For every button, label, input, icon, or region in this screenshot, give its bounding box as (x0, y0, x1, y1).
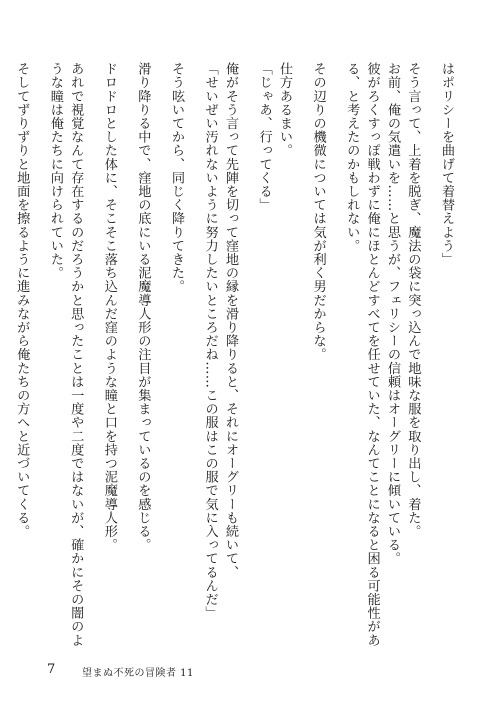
text-line: そう言って、上着を脱ぎ、魔法の袋に突っ込んで地味な服を取り出し、着た。 (405, 62, 421, 538)
running-title: 望まぬ不死の冒険者 11 (82, 668, 194, 679)
text-line: うな瞳は俺たちに向けられていた。 (47, 62, 63, 280)
text-line (0, 62, 11, 642)
text-line: 「せいぜい汚れないように努力したいところだね……この服はこの服で気に入ってるんだ」 (202, 62, 218, 620)
text-line: 滑り降りる中で、窪地の底にいる泥魔導人形の注目が集まっているのを感じる。 (135, 62, 151, 552)
text-line: そう呟いてから、同じく降りてきた。 (169, 62, 184, 294)
text-line: 「じゃあ、行ってくる」 (256, 62, 272, 212)
text-line: ドロドロとした体に、そこそこ落ち込んだ窪のような瞳と口を持つ泥魔導人形。 (101, 62, 117, 552)
page-number: 7 (47, 662, 56, 677)
body-text (0, 62, 456, 647)
text-line: 仕方あるまい。 (277, 62, 292, 158)
text-line: お前、俺の気遣いを……と思うが、フェリシーの信頼はオーグリーに傾いている。 (385, 62, 400, 566)
text-line: はポリシーを曲げて着替えよう」 (439, 62, 454, 266)
text-line: 彼がろくすっぽ戦わずに俺にほとんどすべてを任せていた、なんてことになると困る可能性があ (364, 62, 380, 647)
text-line: そしてずりずりと地面を擦るように進みながら俺たちの方へと近づいてくる。 (14, 62, 30, 538)
text-line: あれで視覚なんて存在するのだろうかと思ったことは一度や二度ではないが、確かにその闇のよ (68, 62, 84, 647)
text-line: 俺がそう言って先陣を切って窪地の縁を滑り降りると、それにオーグリーも続いて、 (223, 62, 238, 579)
text-line: る、と考えたのかもしれない。 (344, 62, 360, 253)
text-line: その辺りの機微については気が利く男だからな。 (310, 62, 326, 362)
